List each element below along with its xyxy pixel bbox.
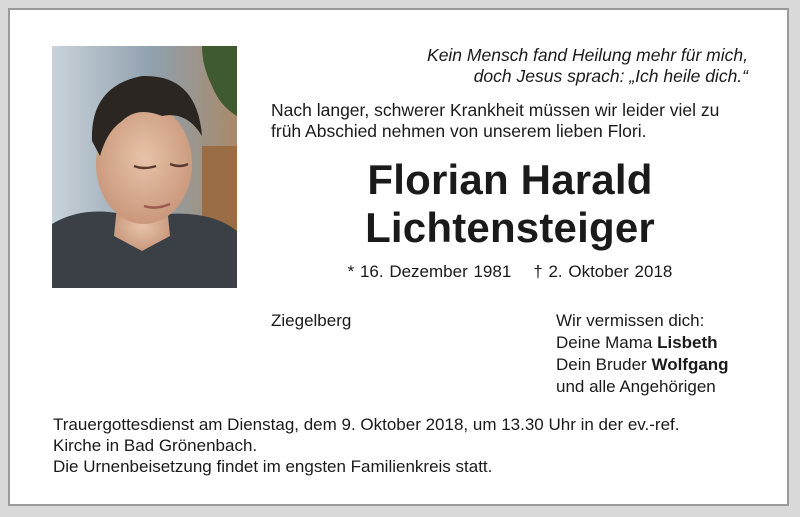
mourner-brother-prefix: Dein Bruder bbox=[556, 355, 647, 374]
mourner-others: und alle Angehörigen bbox=[556, 377, 716, 396]
deceased-name bbox=[260, 156, 760, 252]
bible-quote bbox=[260, 45, 748, 87]
service-line-1: Trauergottesdienst am Dienstag, dem 9. Oktober 2018, um 13.30 Uhr in der ev.-ref. bbox=[53, 415, 680, 434]
birth-date: * 16. Dezember 1981 bbox=[347, 262, 512, 281]
name-line-1: Florian Harald bbox=[367, 156, 653, 203]
intro-line-2: früh Abschied nehmen von unserem lieben Flori. bbox=[271, 121, 647, 141]
service-line-3: Die Urnenbeisetzung findet im engsten Familienkreis statt. bbox=[53, 457, 493, 476]
mourner-brother bbox=[556, 354, 729, 376]
quote-line-2: doch Jesus sprach: „Ich heile dich.“ bbox=[473, 66, 748, 86]
mourner-mother-prefix: Deine Mama bbox=[556, 333, 653, 352]
service-line-2: Kirche in Bad Grönenbach. bbox=[53, 436, 258, 455]
mourner-mother-name: Lisbeth bbox=[657, 333, 718, 352]
mourner-brother-name: Wolfgang bbox=[651, 355, 729, 374]
mourners-heading: Wir vermissen dich: bbox=[556, 311, 705, 330]
intro-line-1: Nach langer, schwerer Krankheit müssen wir leider viel zu bbox=[271, 100, 720, 120]
service-details bbox=[53, 414, 788, 477]
intro-text bbox=[271, 100, 761, 142]
obituary-card bbox=[8, 8, 789, 506]
name-line-2: Lichtensteiger bbox=[365, 204, 655, 251]
life-dates bbox=[260, 261, 760, 282]
mourners-list bbox=[556, 310, 729, 398]
place-name: Ziegelberg bbox=[271, 311, 352, 330]
mourner-mother bbox=[556, 332, 729, 354]
portrait-photo bbox=[52, 46, 237, 288]
quote-line-1: Kein Mensch fand Heilung mehr für mich, bbox=[427, 45, 748, 65]
death-date: † 2. Oktober 2018 bbox=[533, 262, 673, 281]
